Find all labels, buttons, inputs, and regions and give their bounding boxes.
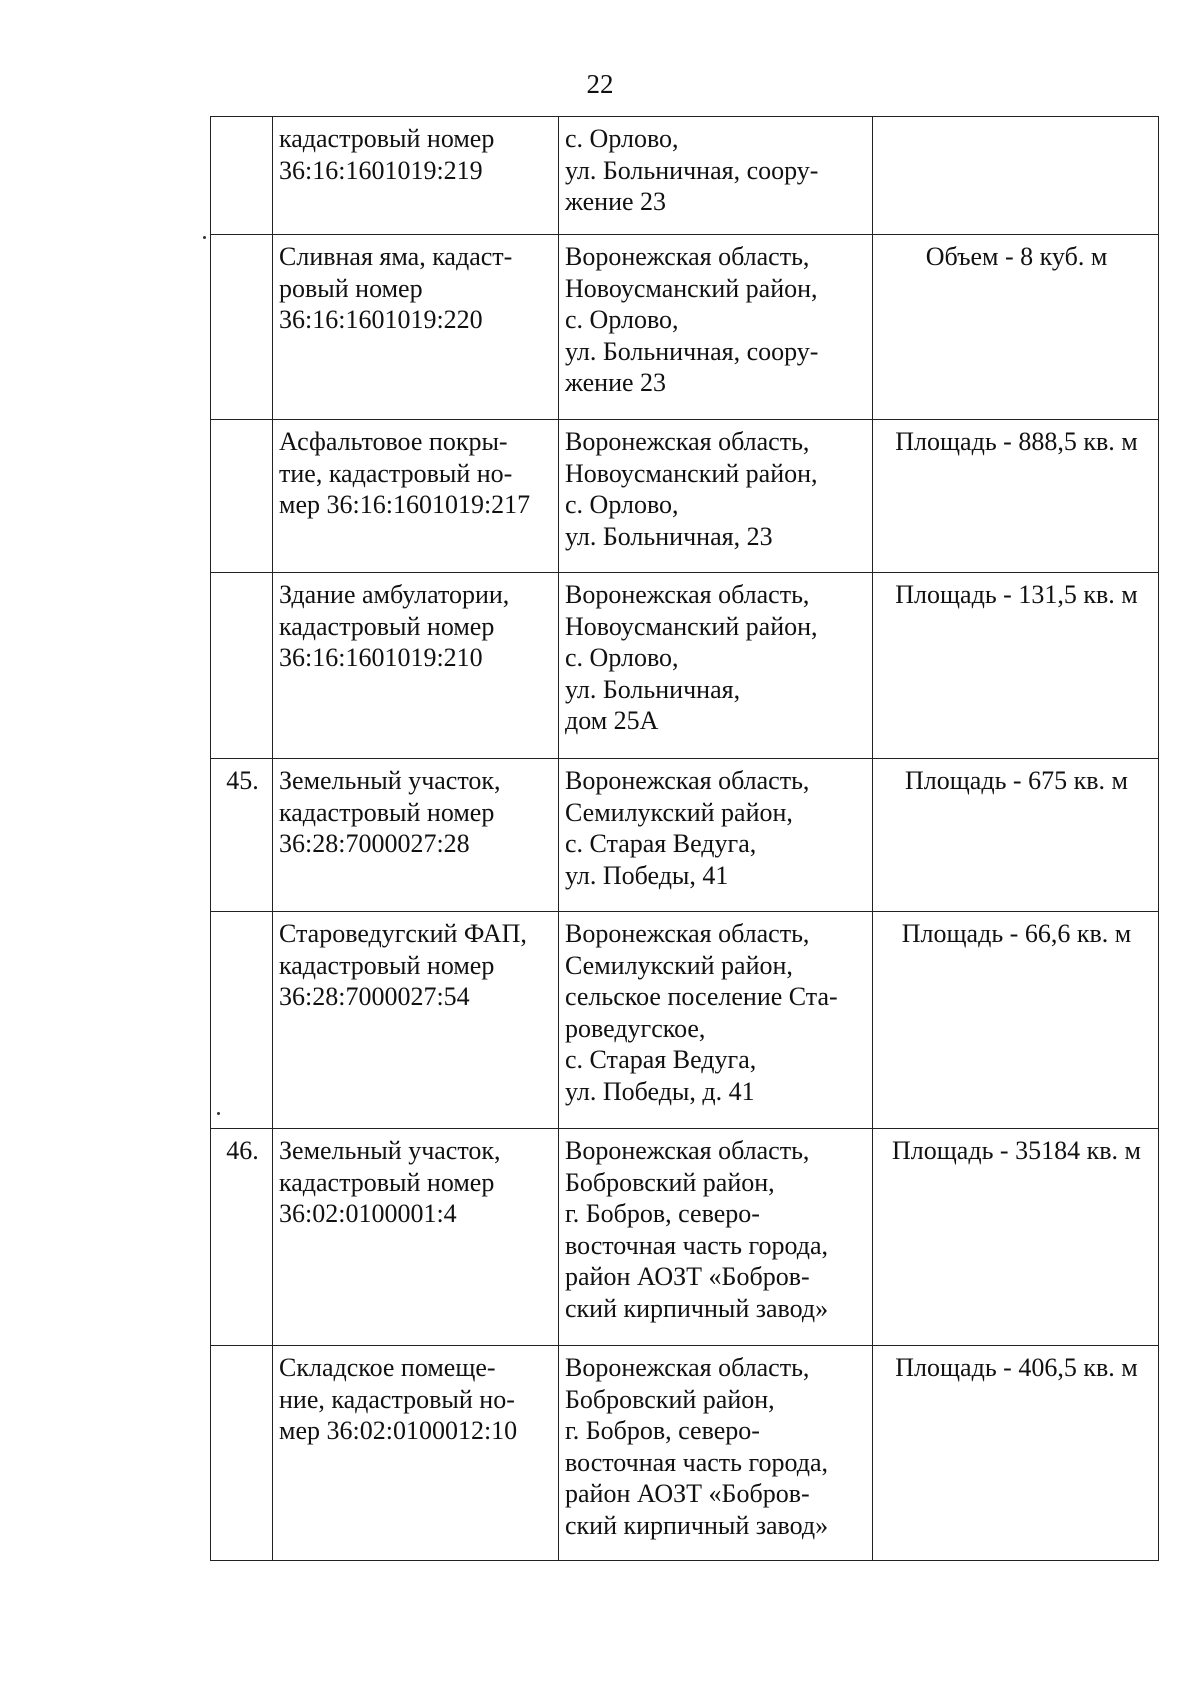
address-line: ул. Больничная, xyxy=(565,674,741,704)
address-line: ул. Больничная, соору- xyxy=(565,336,819,366)
object-name-line: 36:02:0100001:4 xyxy=(279,1199,457,1228)
row-number-cell xyxy=(211,235,273,420)
object-name-line: 36:16:1601019:220 xyxy=(279,305,483,334)
object-name-cell xyxy=(273,912,559,1129)
object-name-line: 36:16:1601019:219 xyxy=(279,155,483,185)
characteristic-cell: Площадь - 675 кв. м xyxy=(873,759,1159,912)
object-name-line: ровый номер xyxy=(279,273,423,303)
address-cell xyxy=(559,420,873,573)
address-line: с. Орлово, xyxy=(565,124,679,153)
table-row xyxy=(211,420,1159,573)
address-line: Бобровский район, xyxy=(565,1167,775,1197)
object-name-line: Складское помеще- xyxy=(279,1353,496,1382)
address-line: ул. Победы, 41 xyxy=(565,860,729,890)
address-line: район АОЗТ «Бобров- xyxy=(565,1262,810,1291)
table-row xyxy=(211,759,1159,912)
object-name-cell xyxy=(273,573,559,759)
address-line: г. Бобров, северо- xyxy=(565,1416,760,1445)
characteristic-cell: Объем - 8 куб. м xyxy=(873,235,1159,420)
table-row xyxy=(211,1346,1159,1561)
characteristic-cell: Площадь - 66,6 кв. м xyxy=(873,912,1159,1129)
row-number-cell xyxy=(211,117,273,235)
object-name-line: Асфальтовое покры- xyxy=(279,427,508,456)
characteristic-cell: Площадь - 888,5 кв. м xyxy=(873,420,1159,573)
address-line: Воронежская область, xyxy=(565,766,810,795)
characteristic-cell xyxy=(873,117,1159,235)
scan-speck xyxy=(217,1112,220,1115)
object-name-line: 36:28:7000027:54 xyxy=(279,982,470,1011)
address-line: дом 25А xyxy=(565,706,659,735)
address-line: сельское поселение Ста- xyxy=(565,982,838,1011)
address-line: ский кирпичный завод» xyxy=(565,1510,829,1540)
address-line: восточная часть города, xyxy=(565,1230,829,1260)
address-line: Воронежская область, xyxy=(565,580,810,609)
object-name-line: кадастровый номер xyxy=(279,611,495,641)
object-name-line: кадастровый номер xyxy=(279,1167,495,1197)
address-line: Воронежская область, xyxy=(565,242,810,271)
row-number-cell xyxy=(211,1346,273,1561)
characteristic-cell: Площадь - 35184 кв. м xyxy=(873,1129,1159,1346)
object-name-line: 36:16:1601019:210 xyxy=(279,643,483,672)
row-number-cell: 46. xyxy=(211,1129,273,1346)
object-name-line: мер 36:16:1601019:217 xyxy=(279,490,531,519)
address-line: ул. Больничная, соору- xyxy=(565,155,819,185)
address-line: с. Старая Ведуга, xyxy=(565,829,757,858)
address-cell xyxy=(559,912,873,1129)
address-line: Бобровский район, xyxy=(565,1384,775,1414)
table-row xyxy=(211,117,1159,235)
address-line: восточная часть города, xyxy=(565,1447,829,1477)
address-line: г. Бобров, северо- xyxy=(565,1199,760,1228)
address-line: ул. Больничная, 23 xyxy=(565,521,773,551)
scan-speck xyxy=(203,236,206,239)
object-name-line: тие, кадастровый но- xyxy=(279,458,513,488)
object-name-cell xyxy=(273,1129,559,1346)
row-number-cell xyxy=(211,573,273,759)
address-line: жение 23 xyxy=(565,368,667,397)
table-row xyxy=(211,912,1159,1129)
address-line: Воронежская область, xyxy=(565,1353,810,1382)
address-cell xyxy=(559,235,873,420)
address-line: ул. Победы, д. 41 xyxy=(565,1076,755,1106)
address-line: жение 23 xyxy=(565,187,667,216)
address-cell xyxy=(559,759,873,912)
object-name-line: кадастровый номер xyxy=(279,124,495,153)
object-name-line: Земельный участок, xyxy=(279,766,501,795)
object-name-line: Староведугский ФАП, xyxy=(279,919,527,948)
object-name-line: 36:28:7000027:28 xyxy=(279,829,470,858)
object-name-line: кадастровый номер xyxy=(279,797,495,827)
address-line: район АОЗТ «Бобров- xyxy=(565,1479,810,1508)
address-line: Семилукский район, xyxy=(565,797,793,827)
object-name-cell xyxy=(273,420,559,573)
object-name-cell xyxy=(273,1346,559,1561)
table-row xyxy=(211,573,1159,759)
object-name-line: Земельный участок, xyxy=(279,1136,501,1165)
address-line: с. Орлово, xyxy=(565,643,679,672)
address-cell xyxy=(559,117,873,235)
address-line: Новоусманский район, xyxy=(565,611,818,641)
row-number-cell xyxy=(211,420,273,573)
address-line: Воронежская область, xyxy=(565,1136,810,1165)
address-line: Семилукский район, xyxy=(565,950,793,980)
address-cell xyxy=(559,1346,873,1561)
object-name-cell xyxy=(273,235,559,420)
address-line: с. Орлово, xyxy=(565,490,679,519)
address-line: ский кирпичный завод» xyxy=(565,1293,829,1323)
object-name-cell xyxy=(273,759,559,912)
page-number: 22 xyxy=(586,69,614,99)
table-row xyxy=(211,1129,1159,1346)
object-name-line: ние, кадастровый но- xyxy=(279,1384,515,1414)
characteristic-cell: Площадь - 131,5 кв. м xyxy=(873,573,1159,759)
address-line: Воронежская область, xyxy=(565,427,810,456)
object-name-line: мер 36:02:0100012:10 xyxy=(279,1416,518,1445)
address-line: роведугское, xyxy=(565,1013,706,1043)
object-name-line: кадастровый номер xyxy=(279,950,495,980)
address-line: Новоусманский район, xyxy=(565,273,818,303)
object-name-line: Здание амбулатории, xyxy=(279,580,510,609)
address-cell xyxy=(559,1129,873,1346)
object-name-line: Сливная яма, кадаст- xyxy=(279,242,513,271)
row-number-cell: 45. xyxy=(211,759,273,912)
row-number-cell xyxy=(211,912,273,1129)
address-line: Воронежская область, xyxy=(565,919,810,948)
address-line: Новоусманский район, xyxy=(565,458,818,488)
address-cell xyxy=(559,573,873,759)
characteristic-cell: Площадь - 406,5 кв. м xyxy=(873,1346,1159,1561)
property-table xyxy=(210,116,1159,1561)
address-line: с. Старая Ведуга, xyxy=(565,1045,757,1074)
address-line: с. Орлово, xyxy=(565,305,679,334)
object-name-cell xyxy=(273,117,559,235)
table-row xyxy=(211,235,1159,420)
